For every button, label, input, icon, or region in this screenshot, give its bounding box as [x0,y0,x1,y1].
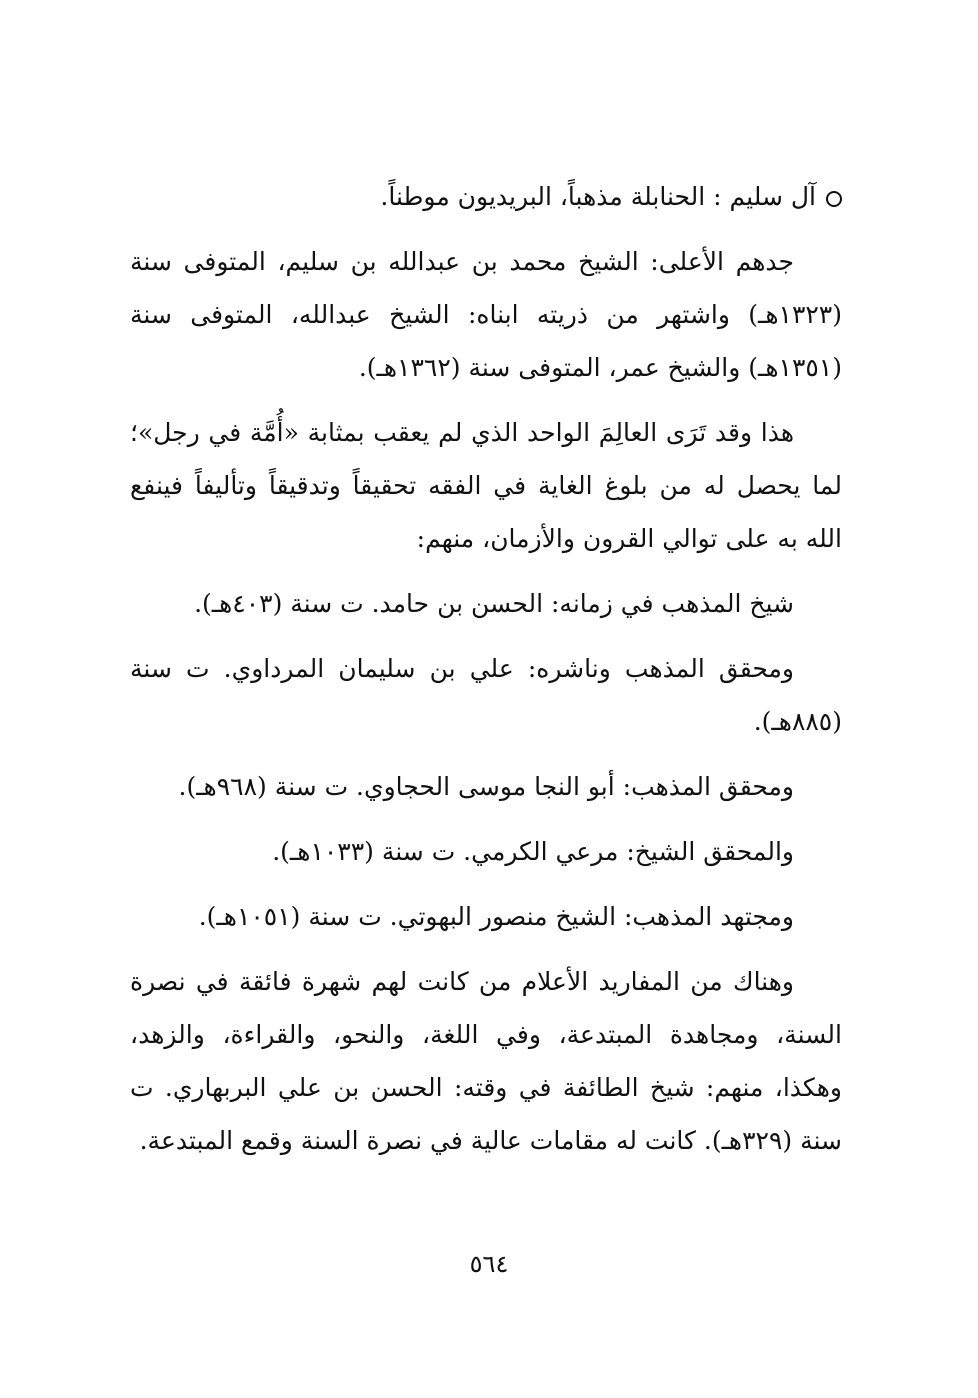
circle-bullet-icon [826,191,842,207]
scholar-entry-ibn-hamid: شيخ المذهب في زمانه: الحسن بن حامد. ت سنة (٤٠٣هـ). [194,589,794,618]
page-body [130,170,842,1179]
paragraph-closing: وهناك من المفاريد الأعلام من كانت لهم شهرة فائقة في نصرة السنة، ومجاهدة المبتدعة، وفي اللغة، والنحو، والقراءة، والزهد، وهكذا، منهم: شيخ الطائفة في وقته: الحسن بن علي البربهاري. ت سنة (٣٢٩هـ). كانت له مقامات عالية في نصرة السنة وقمع المبتدعة. [130,967,842,1155]
section-heading-text: آل سليم : الحنابلة مذهباً، البريديون موطناً. [380,182,816,211]
paragraph-scholars-intro: هذا وقد تَرَى العالِمَ الواحد الذي لم يعقب بمثابة «أُمَّة في رجل»؛ لما يحصل له من بلوغ الغاية في الفقه تحقيقاً وتدقيقاً وتأليفاً فينفع الله به على توالي القرون والأزمان، منهم: [130,418,842,553]
scholar-entry-karmi: والمحقق الشيخ: مرعي الكرمي. ت سنة (١٠٣٣هـ). [272,837,794,866]
section-heading [130,170,842,223]
page-number: ٥٦٤ [469,1250,509,1278]
paragraph-lineage: جدهم الأعلى: الشيخ محمد بن عبدالله بن سليم، المتوفى سنة (١٣٢٣هـ) واشتهر من ذريته ابناه: الشيخ عبدالله، المتوفى سنة (١٣٥١هـ) والشيخ عمر، المتوفى سنة (١٣٦٢هـ). [130,247,842,382]
scholar-entry-buhuti: ومجتهد المذهب: الشيخ منصور البهوتي. ت سنة (١٠٥١هـ). [198,902,794,931]
scholar-entry-hajjawi: ومحقق المذهب: أبو النجا موسى الحجاوي. ت سنة (٩٦٨هـ). [178,772,794,801]
scholar-entry-mardawi: ومحقق المذهب وناشره: علي بن سليمان المرداوي. ت سنة (٨٨٥هـ). [130,654,842,736]
